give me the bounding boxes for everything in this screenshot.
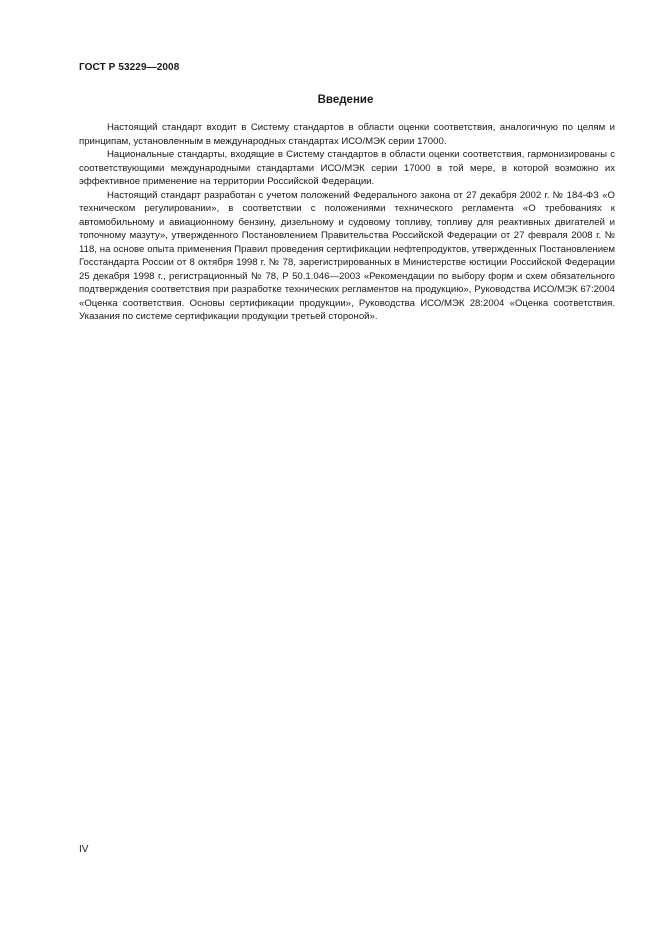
document-code: ГОСТ Р 53229—2008	[79, 62, 180, 73]
paragraph: Национальные стандарты, входящие в Систему стандартов в области оценки соответствия, гармонизированы с соответствующими международными стандартами ИСО/МЭК серии 17000 в той мере, в которой возможно их эффективное применение на территории Российской Федерации.	[79, 149, 615, 187]
section-title: Введение	[317, 94, 374, 106]
paragraph: Настоящий стандарт разработан с учетом положений Федерального закона от 27 декабря 2002 г. № 184-ФЗ «О техническом регулировании», в соответствии с положениями технического регламента «О требованиях к автомобильному и авиационному бензину, дизельному и судовому топливу, топливу для реактивных двигателей и топочному мазуту», утвержденного Постановлением Правительства Российской Федерации от 27 февраля 2008 г. № 118, на основе опыта применения Правил проведения сертификации нефтепродуктов, утвержденных Постановлением Госстандарта России от 8 октября 1998 г. № 78, зарегистрированных в Министерстве юстиции Российской Федерации 25 декабря 1998 г., регистрационный № 78, Р 50.1.046—2003 «Рекомендации по выбору форм и схем обязательного подтверждения соответствия при разработке технических регламентов на продукцию», Руководства ИСО/МЭК 67:2004 «Оценка соответствия. Основы сертификации продукции», Руководства ИСО/МЭК 28:2004 «Оценка соответствия. Указания по системе сертификации продукции третьей стороной».	[79, 189, 615, 322]
paragraph: Настоящий стандарт входит в Систему стандартов в области оценки соответствия, аналогичную по целям и принципам, установленным в международных стандартах ИСО/МЭК серии 17000.	[79, 122, 615, 147]
page-number: IV	[79, 844, 89, 855]
introduction-body	[79, 121, 615, 324]
